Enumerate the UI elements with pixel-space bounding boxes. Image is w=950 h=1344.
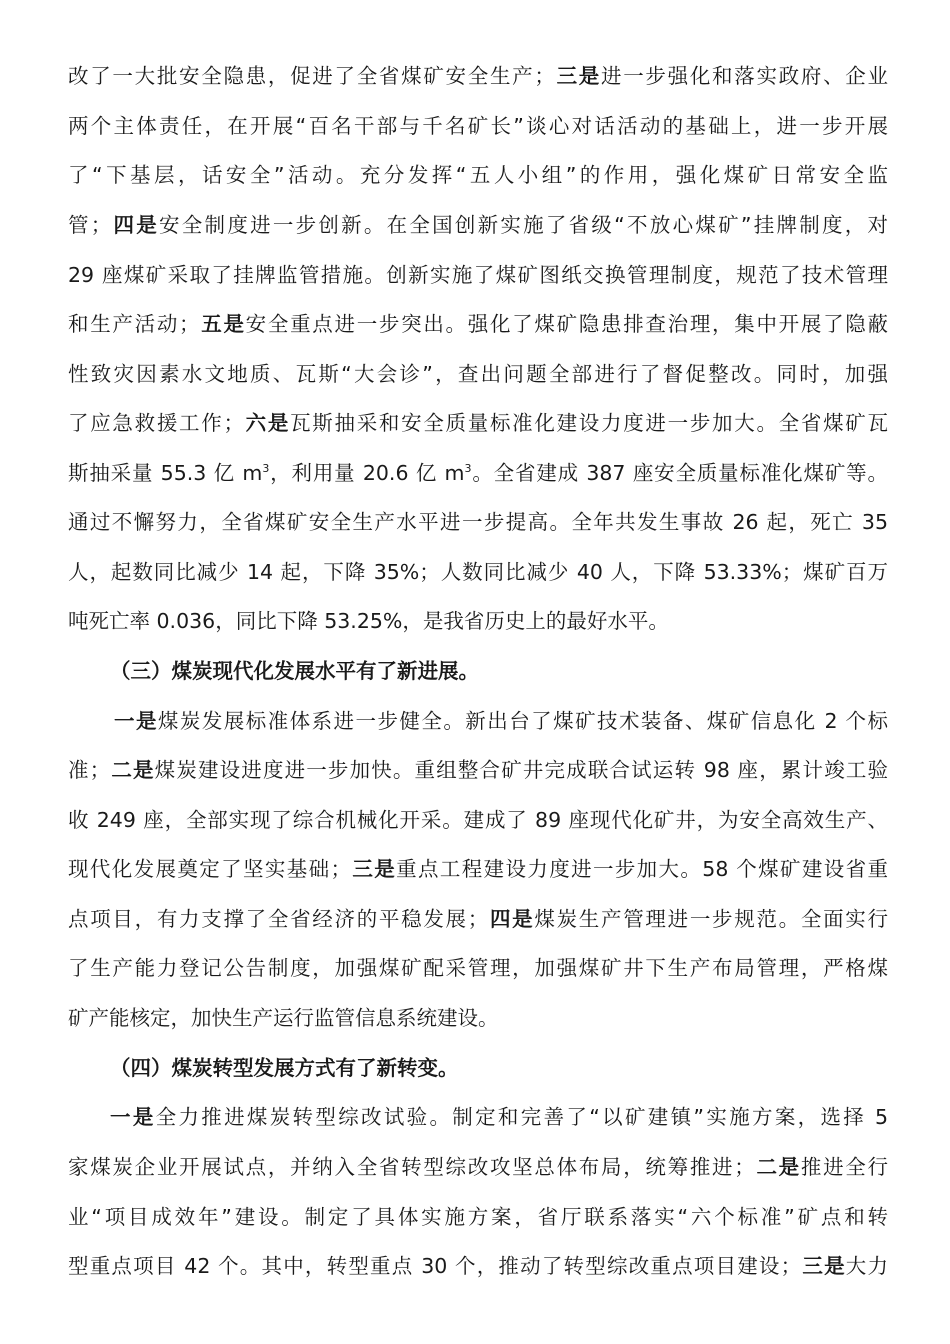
text-line: 家煤炭企业开展试点，并纳入全省转型综改攻坚总体布局，统筹推进；二是推进全行 <box>68 1155 888 1179</box>
section-heading: （三）煤炭现代化发展水平有了新进展。 <box>110 659 479 683</box>
text-line: 点项目，有力支撑了全省经济的平稳发展；四是煤炭生产管理进一步规范。全面实行 <box>68 907 888 931</box>
text-line: 矿产能核定，加快生产运行监管信息系统建设。 <box>68 1006 499 1030</box>
text-line: 通过不懈努力，全省煤矿安全生产水平进一步提高。全年共发生事故 26 起，死亡 35 <box>68 510 888 534</box>
section-heading: （四）煤炭转型发展方式有了新转变。 <box>110 1056 459 1080</box>
text-line: 人，起数同比减少 14 起，下降 35%；人数同比减少 40 人，下降 53.33%；煤矿百万 <box>68 560 888 584</box>
text-line: 一是全力推进煤炭转型综改试验。制定和完善了“以矿建镇”实施方案，选择 5 <box>110 1105 888 1129</box>
text-line: 两个主体责任，在开展“百名干部与千名矿长”谈心对话活动的基础上，进一步开展 <box>68 114 888 138</box>
text-line: 和生产活动；五是安全重点进一步突出。强化了煤矿隐患排查治理，集中开展了隐蔽 <box>68 312 889 336</box>
text-line: 吨死亡率 0.036，同比下降 53.25%，是我省历史上的最好水平。 <box>68 609 669 633</box>
text-line: 了应急救援工作；六是瓦斯抽采和安全质量标准化建设力度进一步加大。全省煤矿瓦 <box>68 411 889 435</box>
text-line: 29 座煤矿采取了挂牌监管措施。创新实施了煤矿图纸交换管理制度，规范了技术管理 <box>68 263 888 287</box>
text-line: 了生产能力登记公告制度，加强煤矿配采管理，加强煤矿井下生产布局管理，严格煤 <box>68 956 888 980</box>
text-line: 业“项目成效年”建设。制定了具体实施方案，省厅联系落实“六个标准”矿点和转 <box>68 1205 888 1229</box>
text-line: 改了一大批安全隐患，促进了全省煤矿安全生产；三是进一步强化和落实政府、企业 <box>68 64 888 88</box>
text-line: 型重点项目 42 个。其中，转型重点 30 个，推动了转型综改重点项目建设；三是大力 <box>68 1254 889 1278</box>
text-line: 了“下基层，话安全”活动。充分发挥“五人小组”的作用，强化煤矿日常安全监 <box>68 163 888 187</box>
text-line: 一是煤炭发展标准体系进一步健全。新出台了煤矿技术装备、煤矿信息化 2 个标 <box>114 709 889 733</box>
text-line: 管；四是安全制度进一步创新。在全国创新实施了省级“不放心煤矿”挂牌制度，对 <box>68 213 889 237</box>
text-line: 性致灾因素水文地质、瓦斯“大会诊”，查出问题全部进行了督促整改。同时，加强 <box>68 362 888 386</box>
text-line: 现代化发展奠定了坚实基础；三是重点工程建设力度进一步加大。58 个煤矿建设省重 <box>68 857 889 881</box>
text-line: 斯抽采量 55.3 亿 $m^3$，利用量 20.6 亿 $m^3$。全省建成 387 座安全质量标准化煤矿等。 <box>68 461 888 485</box>
text-line: 收 249 座，全部实现了综合机械化开采。建成了 89 座现代化矿井，为安全高效生产、 <box>68 808 888 832</box>
text-line: 准；二是煤炭建设进度进一步加快。重组整合矿井完成联合试运转 98 座，累计竣工验 <box>68 758 889 782</box>
